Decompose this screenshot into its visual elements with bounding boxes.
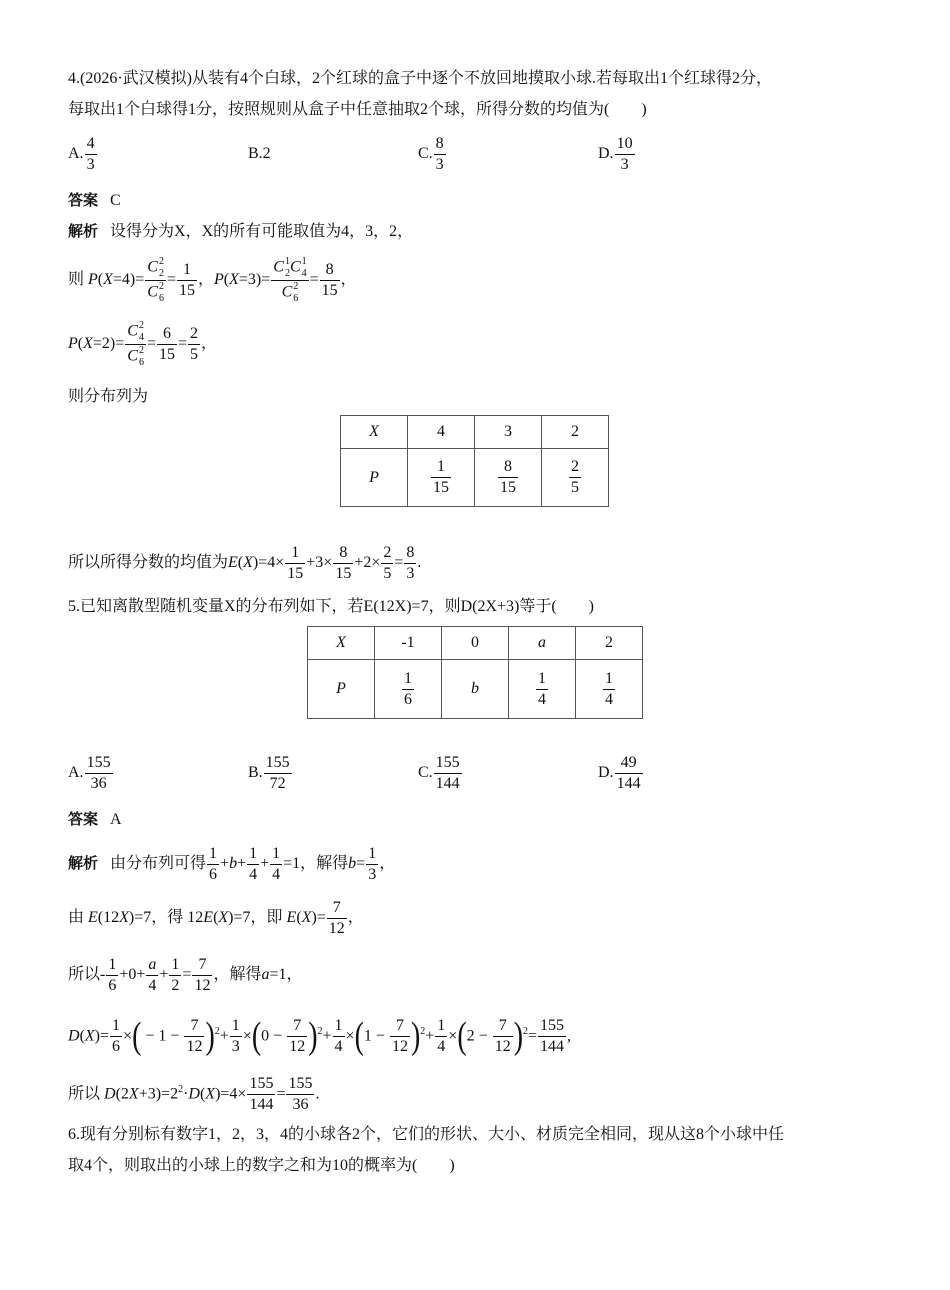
q5-analysis-line1: 解析 由分布列可得 $\frac{1}{6}$ +b+ $\frac{1}{4}$ + $\frac{1}{4}$ =1，解得b= $\frac{1}{3}$ ， <box>68 844 396 883</box>
q5-option-d: D. $\frac{49}{144}$ <box>598 754 641 792</box>
table-header-cell: 0 <box>442 627 509 660</box>
table-header-cell: -1 <box>375 627 442 660</box>
table-header-cell: 2 <box>576 627 643 660</box>
table-header-cell: X <box>341 416 408 449</box>
table-header-cell: 2 <box>542 416 609 449</box>
q4-distribution-table <box>340 415 609 507</box>
q5-option-a: A. $\frac{155}{36}$ <box>68 754 111 792</box>
table-header-cell: X <box>308 627 375 660</box>
table-row-label: P <box>308 660 375 719</box>
q5-analysis-line3: 所以- $\frac{1}{6}$ +0+ $\frac{a}{4}$ + $\frac{1}{2}$ = $\frac{7}{12}$ ，解得a=1， <box>68 955 303 994</box>
q5-distribution-table <box>307 626 643 719</box>
table-cell: $\frac{1}{6}$ <box>375 660 442 719</box>
q5-answer: 答案 A <box>68 810 122 828</box>
q6-stem-line2: 取4个，则取出的小球上的数字之和为10的概率为( ) <box>68 1157 455 1174</box>
q6-stem-line1: 6.现有分别标有数字1，2，3，4的小球各2个，它们的形状、大小、材质完全相同，现从这8个小球中任 <box>68 1126 785 1143</box>
table-header-cell: 4 <box>408 416 475 449</box>
table-cell: b <box>442 660 509 719</box>
q4-option-b: B.2 <box>248 145 271 162</box>
table-cell: $\frac{1}{15}$ <box>408 449 475 507</box>
q4-answer: 答案 C <box>68 191 121 209</box>
q5-variance-line: D(X)= $\frac{1}{6}$ ×( − 1 − $\frac{7}{12}$ )$^2$+ $\frac{1}{3}$ ×(0 − $\frac{7}{12}$ )$^2$+ $\frac{1}{4}$ ×(1 − $\frac{7}{12}$ )$^2$+ $\frac{1}{4}$ ×(2 − $\frac{7}{12}$ )$^2$= $\frac{155}{144}$ , <box>68 1015 572 1057</box>
q5-stem: 5.已知离散型随机变量X的分布列如下，若E(12X)=7，则D(2X+3)等于( ) <box>68 598 595 615</box>
q4-option-a: A. $\frac{4}{3}$ <box>68 135 95 173</box>
q5-analysis-line2: 由 E(12X)=7，得 12E(X)=7，即 E(X)= $\frac{7}{12}$ ， <box>68 898 364 937</box>
table-cell: $\frac{1}{4}$ <box>509 660 576 719</box>
q5-option-c: C. $\frac{155}{144}$ <box>418 754 460 792</box>
q4-option-d: D. $\frac{10}{3}$ <box>598 135 633 173</box>
q4-stem-line2: 每取出1个白球得1分，按照规则从盒子中任意抽取2个球，所得分数的均值为( ) <box>68 101 647 118</box>
table-row-label: P <box>341 449 408 507</box>
q5-option-b: B. $\frac{155}{72}$ <box>248 754 290 792</box>
q4-stem-line1: 4.(2026·武汉模拟)从装有4个白球，2个红球的盒子中逐个不放回地摸取小球.若每取出1个红球得2分， <box>68 70 772 87</box>
q4-option-c: C. $\frac{8}{3}$ <box>418 135 444 173</box>
q4-analysis-line1: 解析 设得分为X，X的所有可能取值为4，3，2， <box>68 222 414 240</box>
table-cell: $\frac{1}{4}$ <box>576 660 643 719</box>
q4-dist-intro: 则分布列为 <box>68 388 149 405</box>
q4-conclusion: 所以所得分数的均值为E(X)=4× $\frac{1}{15}$ +3× $\frac{8}{15}$ +2× $\frac{2}{5}$ = $\frac{8}{3}$ . <box>68 543 422 582</box>
table-cell: $\frac{8}{15}$ <box>475 449 542 507</box>
q4-prob-line1: 则 P(X=4)= C 2 2 C 2 6 = $\frac{1}{15}$ ，P(X=3)= C 1 2 C 1 4 C 2 6 = $\frac{8}{15}$ ， <box>68 256 357 304</box>
q4-prob-line2: P(X=2)= C 2 4 C 2 6 = $\frac{6}{15}$ = $\frac{2}{5}$ ， <box>68 320 218 368</box>
table-header-cell: 3 <box>475 416 542 449</box>
table-cell: $\frac{2}{5}$ <box>542 449 609 507</box>
table-header-cell: a <box>509 627 576 660</box>
q5-conclusion: 所以 $D(2X+3)=2^2\cdot D(X)=4\times$ $\frac{155}{144}$ = $\frac{155}{36}$ . <box>68 1075 320 1114</box>
